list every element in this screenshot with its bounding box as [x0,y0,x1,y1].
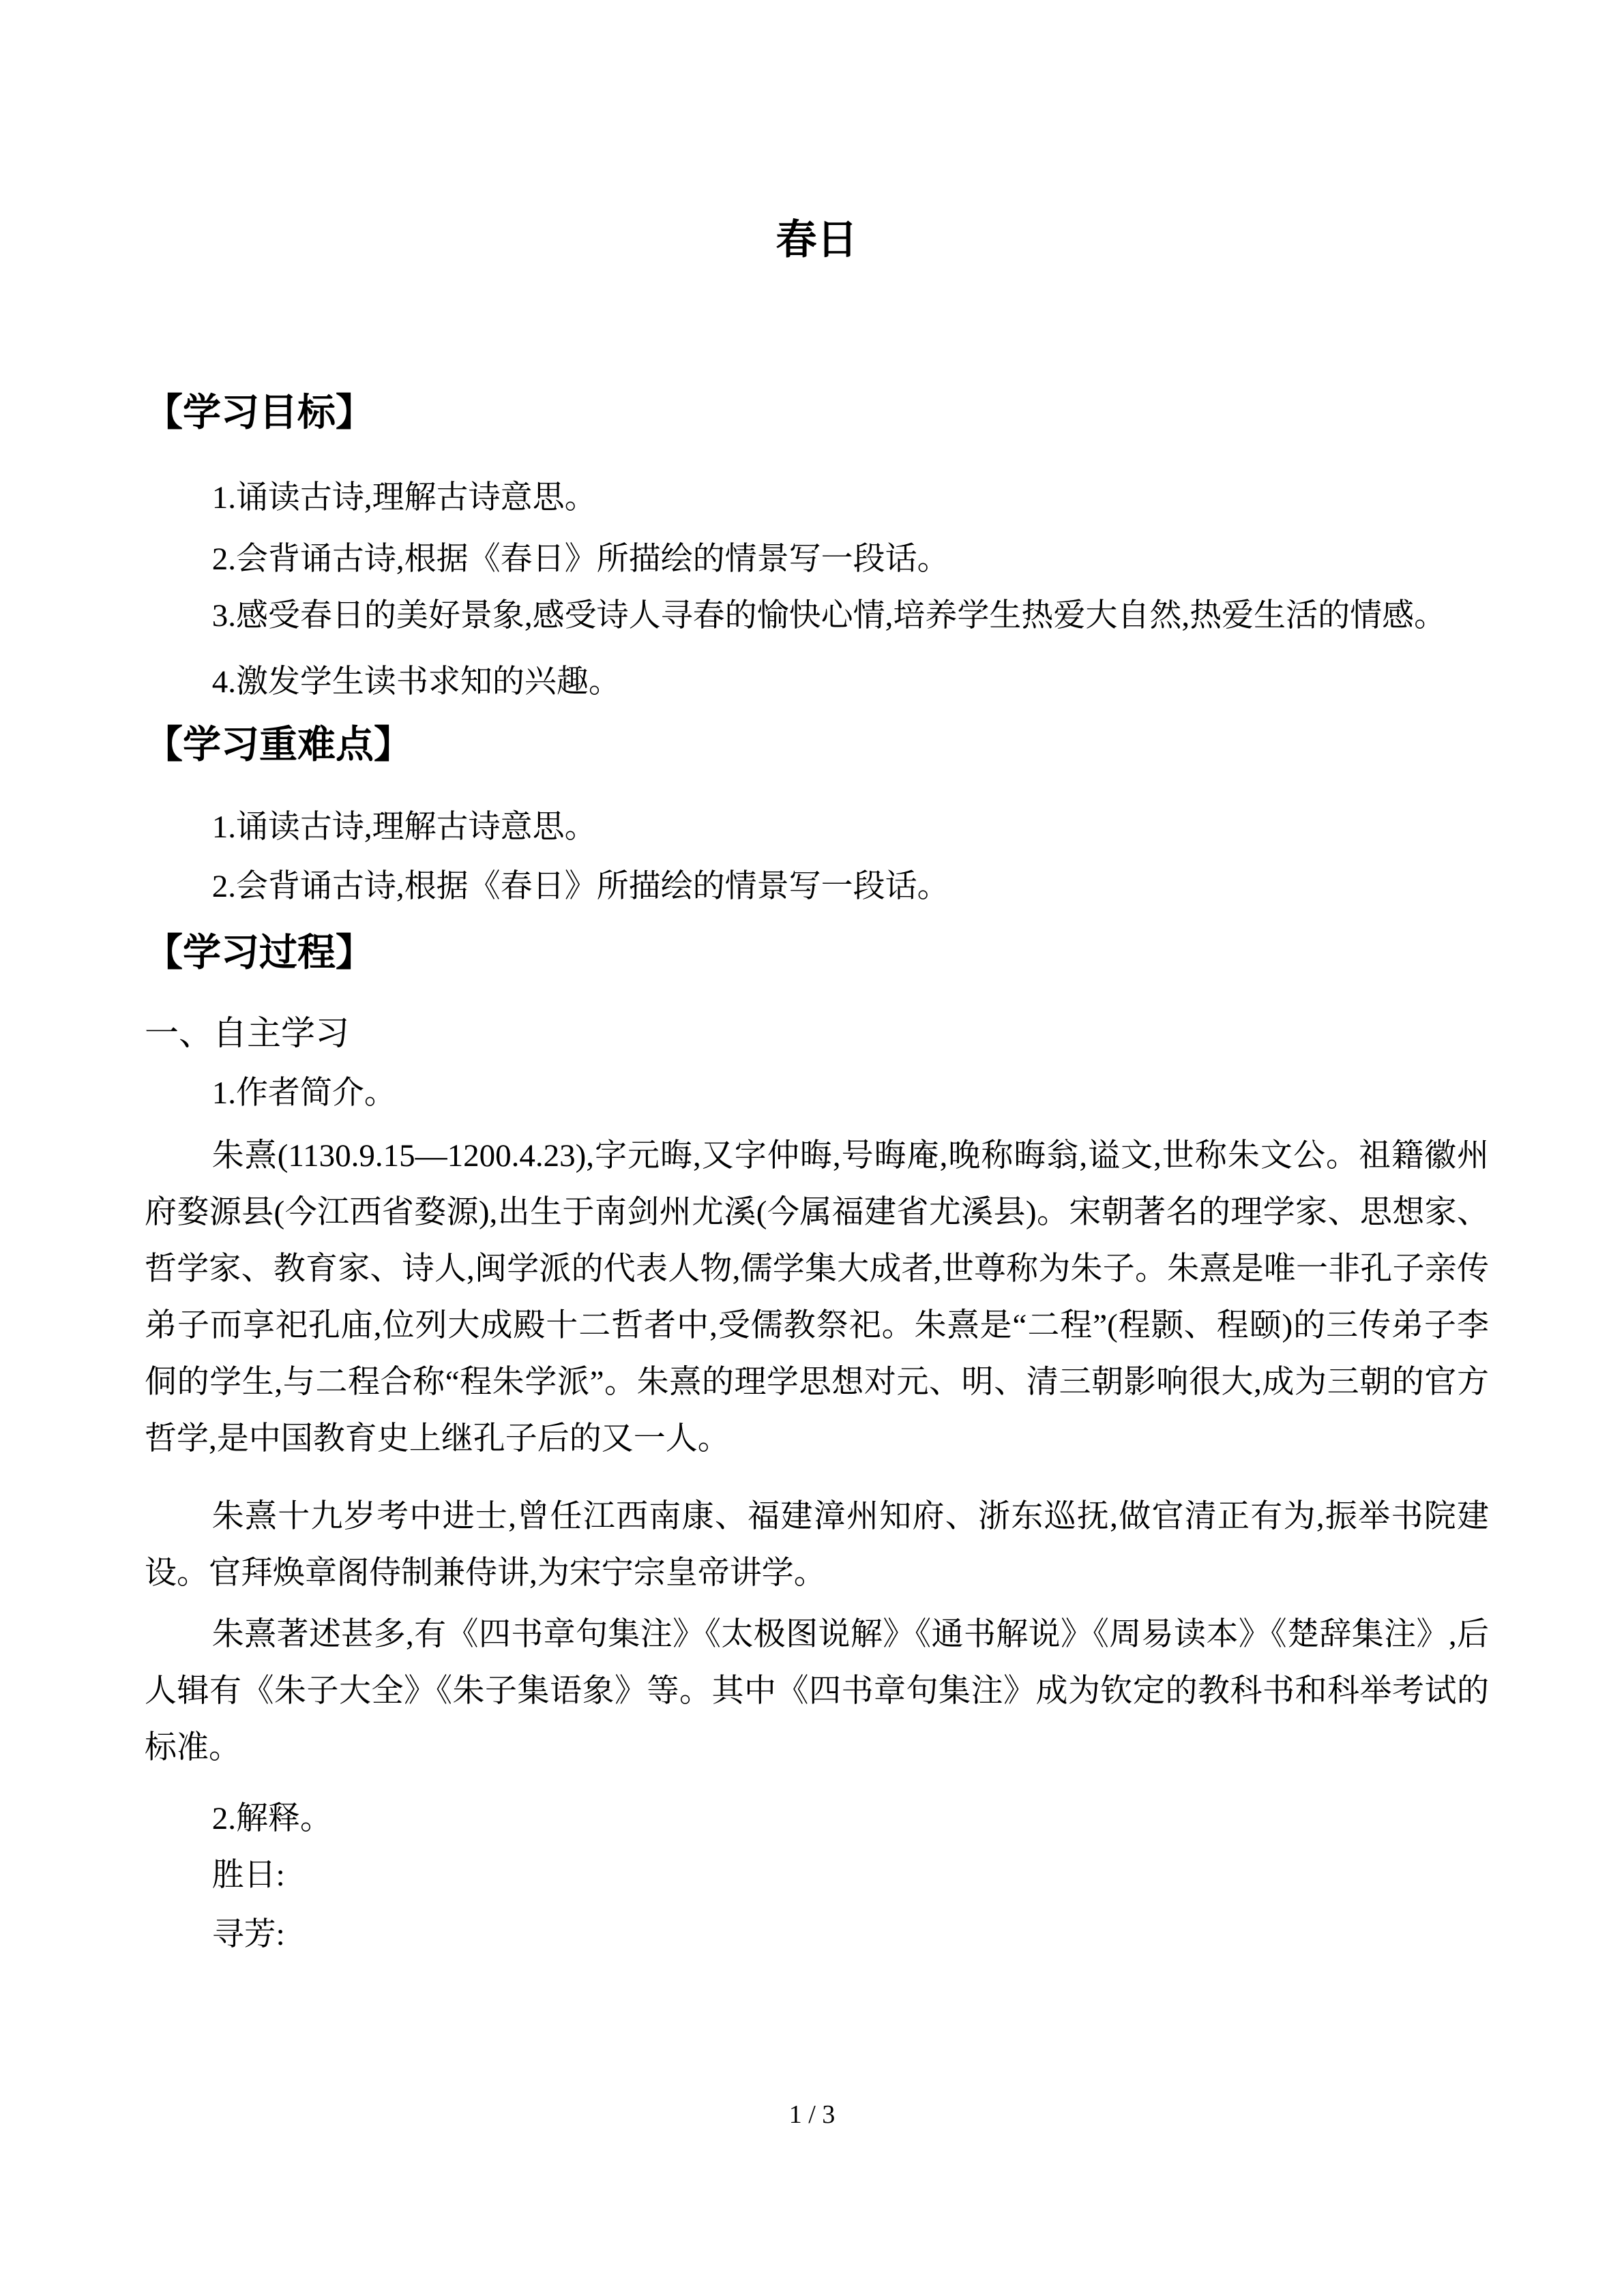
section-heading-process: 【学习过程】 [145,932,374,974]
explain-subheading: 2.解释。 [211,1801,332,1836]
objective-item-2: 2.会背诵古诗,根据《春日》所描绘的情景写一段话。 [211,541,949,577]
term-shengri: 胜日: [211,1858,285,1893]
objective-item-3: 3.感受春日的美好景象,感受诗人寻春的愉快心情,培养学生热爱大自然,热爱生活的情感。 [211,598,1447,633]
key-point-item-2: 2.会背诵古诗,根据《春日》所描绘的情景写一段话。 [211,869,949,904]
key-point-item-1: 1.诵读古诗,理解古诗意思。 [211,809,597,845]
page-title: 春日 [776,218,858,263]
section-heading-objectives: 【学习目标】 [145,392,374,434]
author-intro-subheading: 1.作者简介。 [211,1075,396,1111]
objective-item-4: 4.激发学生读书求知的兴趣。 [211,664,621,700]
author-paragraph-1: 朱熹(1130.9.15—1200.4.23),字元晦,又字仲晦,号晦庵,晚称晦翁,谥文,世称朱文公。祖籍徽州府婺源县(今江西省婺源),出生于南剑州尤溪(今属福建省尤溪县)。宋朝著名的理学家、思想家、哲学家、教育家、诗人,闽学派的代表人物,儒学集大成者,世尊称为朱子。朱熹是唯一非孔子亲传弟子而享祀孔庙,位列大成殿十二哲者中,受儒教祭祀。朱熹是“二程”(程颢、程颐)的三传弟子李侗的学生,与二程合称“程朱学派”。朱熹的理学思想对元、明、清三朝影响很大,成为三朝的官方哲学,是中国教育史上继孔子后的又一人。 [145,1138,1489,1457]
objective-item-1: 1.诵读古诗,理解古诗意思。 [211,480,597,516]
page-number: 1 / 3 [788,2100,836,2129]
section-heading-key-points: 【学习重难点】 [145,724,412,766]
author-paragraph-3: 朱熹著述甚多,有《四书章句集注》《太极图说解》《通书解说》《周易读本》《楚辞集注》,后人辑有《朱子大全》《朱子集语象》等。其中《四书章句集注》成为钦定的教科书和科举考试的标准。 [145,1617,1489,1765]
author-paragraph-2: 朱熹十九岁考中进士,曾任江西南康、福建漳州知府、浙东巡抚,做官清正有为,振举书院建设。官拜焕章阁侍制兼侍讲,为宋宁宗皇帝讲学。 [145,1499,1489,1591]
process-part-label: 一、自主学习 [145,1014,349,1052]
term-xunfang: 寻芳: [211,1917,285,1952]
